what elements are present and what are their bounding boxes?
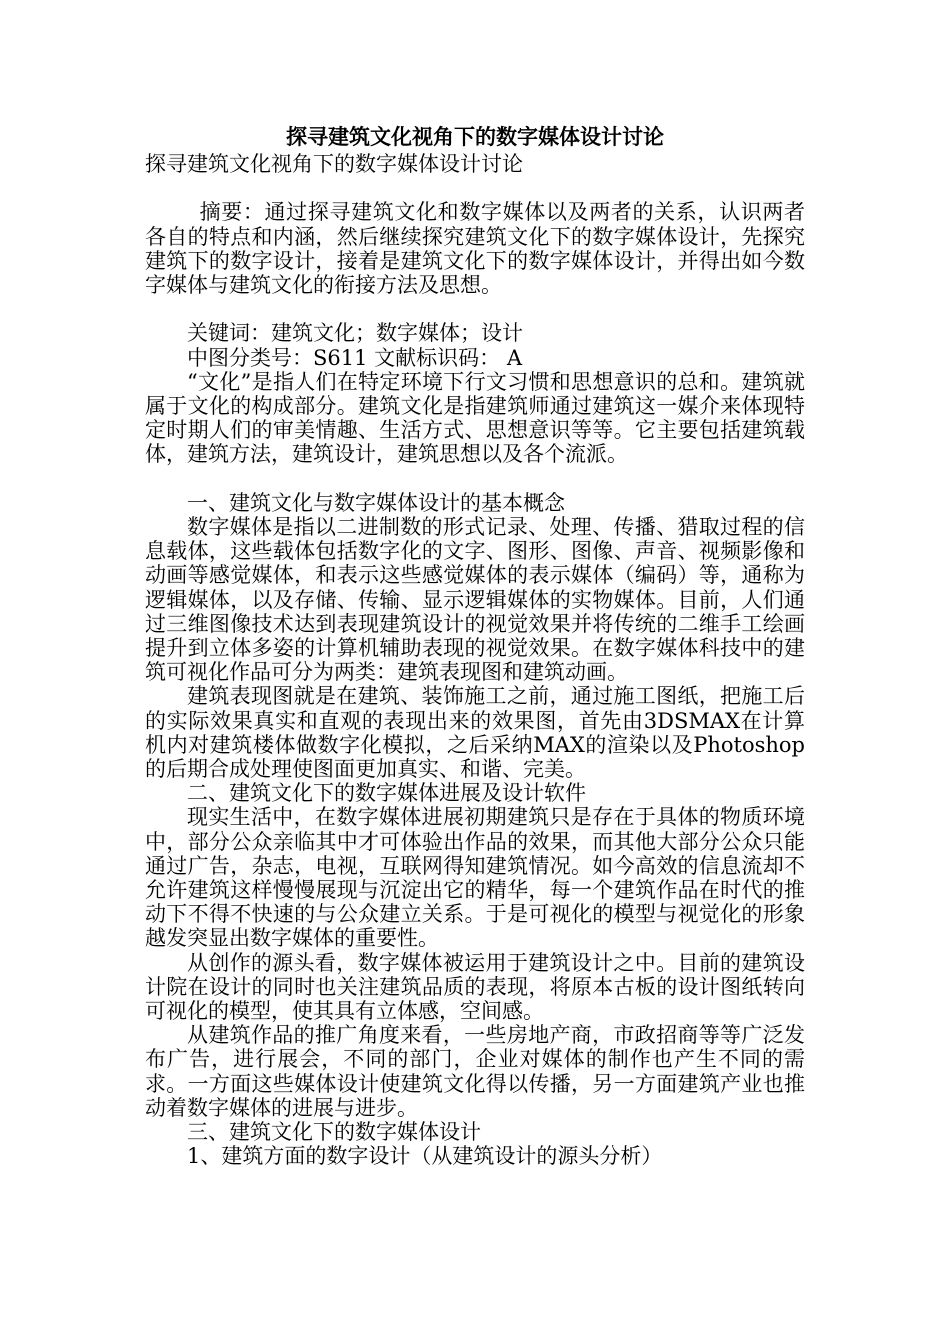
section-2-paragraph-1: 现实生活中，在数字媒体进展初期建筑只是存在于具体的物质环境中，部分公众亲临其中才可体验出作品的效果，而其他大部分公众只能通过广告，杂志，电视，互联网得知建筑情况。如今高效的信息流却不允许建筑这样慢慢展现与沉淀出它的精华，每一个建筑作品在时代的推动下不得不快速的与公众建立关系。于是可视化的模型与视觉化的形象越发突显出数字媒体的重要性。: [145, 805, 805, 951]
classification-line: 中图分类号：S611 文献标识码： A: [187, 345, 522, 370]
section-1-heading: 一、建筑文化与数字媒体设计的基本概念: [187, 490, 565, 515]
section-2-paragraph-2: 从创作的源头看，数字媒体被运用于建筑设计之中。目前的建筑设计院在设计的同时也关注建筑品质的表现，将原本古板的设计图纸转向可视化的模型，使其具有立体感，空间感。: [145, 950, 805, 1024]
blank-line: [145, 176, 805, 200]
blank-line: [145, 467, 805, 491]
section-2-paragraph-3: 从建筑作品的推广角度来看，一些房地产商，市政招商等等广泛发布广告，进行展会，不同的部门，企业对媒体的制作也产生不同的需求。一方面这些媒体设计使建筑文化得以传播，另一方面建筑产业也推动着数字媒体的进展与进步。: [145, 1023, 805, 1120]
section-1-paragraph-1: 数字媒体是指以二进制数的形式记录、处理、传播、猎取过程的信息载体，这些载体包括数字化的文字、图形、图像、声音、视频影像和动画等感觉媒体，和表示这些感觉媒体的表示媒体（编码）等，通称为逻辑媒体，以及存储、传输、显示逻辑媒体的实物媒体。目前，人们通过三维图像技术达到表现建筑设计的视觉效果并将传统的二维手工绘画提升到立体多姿的计算机辅助表现的视觉效果。在数字媒体科技中的建筑可视化作品可分为两类：建筑表现图和建筑动画。: [145, 515, 805, 685]
section-2-heading: 二、建筑文化下的数字媒体进展及设计软件: [187, 781, 586, 806]
section-1-paragraph-2: 建筑表现图就是在建筑、装饰施工之前，通过施工图纸，把施工后的实际效果真实和直观的表现出来的效果图，首先由3DSMAX在计算机内对建筑楼体做数字化模拟，之后采纳MAX的渲染以及Photoshop的后期合成处理使图面更加真实、和谐、完美。: [145, 684, 805, 782]
abstract-paragraph: 摘要：通过探寻建筑文化和数字媒体以及两者的关系，认识两者各自的特点和内涵，然后继续探究建筑文化下的数字媒体设计，先探究建筑下的数字设计，接着是建筑文化下的数字媒体设计，并得出如今数字媒体与建筑文化的衔接方法及思想。: [145, 200, 805, 297]
document-body: [145, 122, 805, 1168]
document-title: 探寻建筑文化视角下的数字媒体设计讨论: [286, 124, 664, 149]
blank-line: [145, 297, 805, 321]
section-3-subheading-1: 1、建筑方面的数字设计（从建筑设计的源头分析）: [187, 1144, 663, 1169]
document-subtitle: 探寻建筑文化视角下的数字媒体设计讨论: [145, 152, 523, 176]
section-3-heading: 三、建筑文化下的数字媒体设计: [187, 1120, 481, 1145]
intro-paragraph: “文化”是指人们在特定环境下行文习惯和思想意识的总和。建筑就属于文化的构成部分。建筑文化是指建筑师通过建筑这一媒介来体现特定时期人们的审美情趣、生活方式、思想意识等等。它主要包括建筑载体，建筑方法，建筑设计，建筑思想以及各个流派。: [145, 369, 805, 467]
keywords-line: 关键词：建筑文化；数字媒体；设计: [187, 321, 523, 346]
